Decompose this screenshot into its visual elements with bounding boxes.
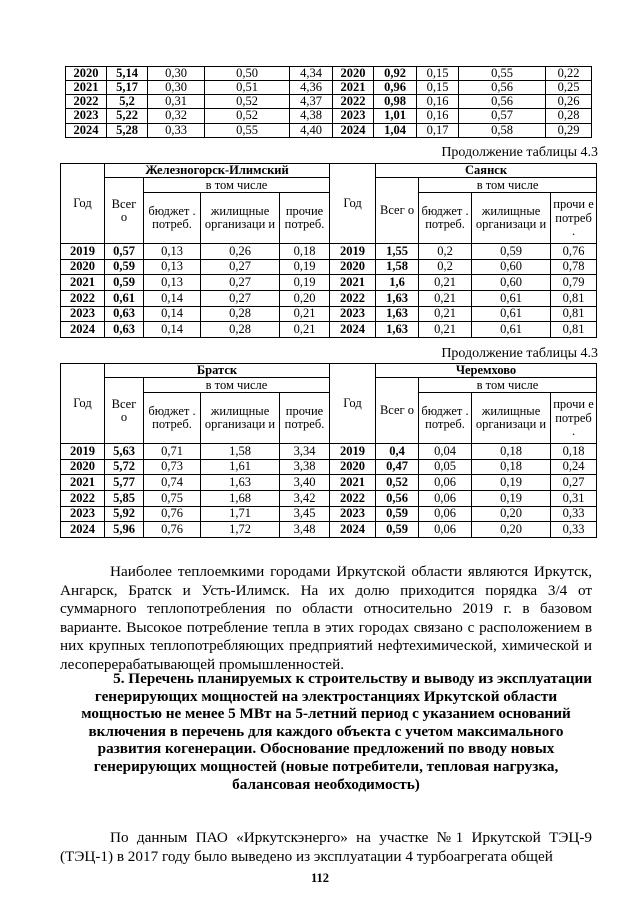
table-cell: 2024 [61, 322, 105, 338]
table-row [61, 475, 597, 491]
table-row [66, 81, 592, 95]
table-cell: 0,60 [472, 259, 551, 275]
table-zheleznogorsk-sayansk [60, 163, 597, 338]
table-cell: 2021 [61, 275, 105, 291]
year-header: Год [330, 364, 376, 444]
table-cell: 2020 [330, 459, 376, 475]
table-cell: 0,32 [148, 109, 205, 123]
table-cell: 1,58 [376, 259, 419, 275]
year-header: Год [61, 364, 105, 444]
table-bratsk-cheremkhovo [60, 363, 597, 538]
table-cell: 0,05 [419, 459, 472, 475]
table-cell: 0,74 [144, 475, 201, 491]
table-cell: 0,06 [419, 475, 472, 491]
table-cell: 1,61 [201, 459, 280, 475]
table-cell: 1,01 [374, 109, 417, 123]
housing-header: жилищные организаци и [201, 193, 280, 244]
table-cell: 1,6 [376, 275, 419, 291]
table-cell: 0,2 [419, 259, 472, 275]
section-heading-rest: генерирующих мощностей на электростанциях Иркутской области мощностью не менее 5 МВт на 5-летний период с указанием оснований включения в перечень для каждого объекта с учетом максимального развития когенерации. Обоснование предложений по вводу новых генерирующих мощностей (новые потребители, тепловая нагрузка, балансовая необходимость) [81, 687, 571, 793]
table-cell: 0,06 [419, 490, 472, 506]
table-cell: 2021 [61, 475, 105, 491]
table-cell: 0,33 [148, 123, 205, 137]
table-cell: 0,28 [201, 322, 280, 338]
table-cell: 0,61 [472, 306, 551, 322]
table-cell: 2021 [330, 475, 376, 491]
table-cell: 1,55 [376, 244, 419, 260]
table-cell: 0,17 [417, 123, 459, 137]
table-cell: 0,4 [376, 444, 419, 460]
table-cell: 2023 [330, 306, 376, 322]
table-cell: 2024 [330, 322, 376, 338]
table-cell: 0,61 [472, 322, 551, 338]
table-cell: 0,52 [376, 475, 419, 491]
table-cell: 0,16 [417, 95, 459, 109]
table-cell: 2023 [61, 306, 105, 322]
housing-header: жилищные организаци и [472, 193, 551, 244]
table-cell: 0,20 [472, 522, 551, 538]
table-cell: 5,22 [107, 109, 148, 123]
table-row [61, 522, 597, 538]
table-cell: 0,75 [144, 490, 201, 506]
table-cell: 0,52 [205, 95, 290, 109]
year-header: Год [61, 164, 105, 244]
table-cell: 5,63 [105, 444, 144, 460]
table-cell: 0,52 [205, 109, 290, 123]
table-cell: 0,59 [472, 244, 551, 260]
table-cell: 0,18 [280, 244, 330, 260]
table-cell: 2024 [330, 522, 376, 538]
table-cell: 0,18 [472, 444, 551, 460]
table-row [66, 67, 592, 81]
table-cell: 2020 [333, 67, 374, 81]
table-cell: 0,51 [205, 81, 290, 95]
table-cell: 0,29 [546, 123, 592, 137]
table-cell: 0,06 [419, 522, 472, 538]
table-cell: 2024 [333, 123, 374, 137]
total-header: Всег о [376, 378, 419, 444]
table-cell: 2024 [66, 123, 107, 137]
table-cell: 0,59 [376, 522, 419, 538]
other-header: прочи е потреб . [551, 193, 597, 244]
total-header: Всег о [376, 178, 419, 244]
table-cell: 0,26 [201, 244, 280, 260]
table-cell: 0,18 [551, 444, 597, 460]
table-row [61, 490, 597, 506]
table-cell: 0,2 [419, 244, 472, 260]
table-cell: 5,85 [105, 490, 144, 506]
table-cell: 0,20 [472, 506, 551, 522]
table-cell: 0,21 [419, 322, 472, 338]
table-row [61, 244, 597, 260]
city-name-left: Братск [105, 364, 330, 378]
table-cell: 5,28 [107, 123, 148, 137]
table-cell: 0,33 [551, 506, 597, 522]
table-cell: 0,50 [205, 67, 290, 81]
including-header: в том числе [144, 378, 330, 393]
table-cell: 0,71 [144, 444, 201, 460]
table-cell: 0,96 [374, 81, 417, 95]
table-cell: 0,81 [551, 290, 597, 306]
table-cell: 2019 [330, 444, 376, 460]
table-cell: 0,30 [148, 81, 205, 95]
table-cell: 0,61 [105, 290, 144, 306]
table-row [61, 306, 597, 322]
table-cell: 0,19 [280, 259, 330, 275]
table-cell: 0,15 [417, 67, 459, 81]
table-cell: 0,31 [551, 490, 597, 506]
table-cell: 0,18 [472, 459, 551, 475]
table-cell: 0,76 [144, 506, 201, 522]
table-cell: 0,16 [417, 109, 459, 123]
table-cell: 2020 [61, 459, 105, 475]
table-cell: 0,56 [376, 490, 419, 506]
table-continuation-caption: Продолжение таблицы 4.3 [441, 346, 598, 361]
table-cell: 0,63 [105, 322, 144, 338]
table-cell: 0,15 [417, 81, 459, 95]
table-cell: 0,55 [459, 67, 546, 81]
table-cell: 1,63 [201, 475, 280, 491]
table-cell: 2022 [330, 290, 376, 306]
table-cell: 0,27 [551, 475, 597, 491]
housing-header: жилищные организаци и [472, 393, 551, 444]
table-row [66, 123, 592, 137]
table-cell: 0,22 [546, 67, 592, 81]
table-cell: 2023 [61, 506, 105, 522]
table-cell: 2022 [66, 95, 107, 109]
table-cell: 0,55 [205, 123, 290, 137]
table-row [61, 290, 597, 306]
table-cell: 0,27 [201, 275, 280, 291]
table-cell: 3,40 [280, 475, 330, 491]
table-cell: 2020 [330, 259, 376, 275]
table-cell: 1,72 [201, 522, 280, 538]
table-cell: 2023 [66, 109, 107, 123]
table-cell: 2021 [333, 81, 374, 95]
table-cell: 4,40 [290, 123, 333, 137]
total-header: Всег о [105, 378, 144, 444]
table-cell: 1,71 [201, 506, 280, 522]
table-cell: 0,21 [419, 275, 472, 291]
budget-header: бюджет . потреб. [144, 393, 201, 444]
table-cell: 0,13 [144, 275, 201, 291]
total-header: Всег о [105, 178, 144, 244]
table-cell: 0,60 [472, 275, 551, 291]
table-cell: 1,63 [376, 322, 419, 338]
city-name-right: Черемхово [376, 364, 597, 378]
table-continuation-caption: Продолжение таблицы 4.3 [441, 145, 598, 160]
table-cell: 0,13 [144, 259, 201, 275]
table-row [61, 322, 597, 338]
table-cell: 0,56 [459, 95, 546, 109]
including-header: в том числе [419, 178, 597, 193]
section-heading [60, 670, 592, 793]
table-cell: 0,28 [201, 306, 280, 322]
table-cell: 1,58 [201, 444, 280, 460]
table-cell: 2021 [66, 81, 107, 95]
budget-header: бюджет . потреб. [419, 193, 472, 244]
other-header: прочи е потреб . [551, 393, 597, 444]
table-cell: 3,45 [280, 506, 330, 522]
table-cell: 0,59 [105, 259, 144, 275]
table-row [61, 506, 597, 522]
table-row [61, 444, 597, 460]
table-cell: 0,19 [472, 490, 551, 506]
table-cell: 2019 [61, 444, 105, 460]
table-cell: 5,96 [105, 522, 144, 538]
city-name-right: Саянск [376, 164, 597, 178]
table-row [66, 95, 592, 109]
table-cell: 0,47 [376, 459, 419, 475]
table-cell: 0,21 [419, 306, 472, 322]
table-cell: 0,14 [144, 322, 201, 338]
city-name-left: Железногорск-Илимский [105, 164, 330, 178]
table-cell: 1,63 [376, 306, 419, 322]
table-cell: 0,13 [144, 244, 201, 260]
table-cell: 0,27 [201, 290, 280, 306]
table-cell: 0,98 [374, 95, 417, 109]
table-cell: 0,81 [551, 322, 597, 338]
table-cell: 5,92 [105, 506, 144, 522]
table-cell: 0,25 [546, 81, 592, 95]
table-cell: 2023 [330, 506, 376, 522]
other-header: прочие потреб. [280, 393, 330, 444]
table-cell: 0,21 [419, 290, 472, 306]
table-cell: 0,59 [376, 506, 419, 522]
table-cell: 5,77 [105, 475, 144, 491]
table-cell: 5,72 [105, 459, 144, 475]
table-cell: 0,92 [374, 67, 417, 81]
table-row [61, 275, 597, 291]
table-cell: 0,30 [148, 67, 205, 81]
table-cell: 1,04 [374, 123, 417, 137]
table-cell: 2021 [330, 275, 376, 291]
table-cell: 0,79 [551, 275, 597, 291]
budget-header: бюджет . потреб. [419, 393, 472, 444]
table-cell: 0,19 [280, 275, 330, 291]
housing-header: жилищные организаци и [201, 393, 280, 444]
table-cell: 1,68 [201, 490, 280, 506]
table-row [61, 259, 597, 275]
table-cell: 2022 [333, 95, 374, 109]
table-cell: 4,37 [290, 95, 333, 109]
table-cell: 3,42 [280, 490, 330, 506]
page-number: 112 [310, 871, 330, 885]
table-cell: 3,48 [280, 522, 330, 538]
table-cell: 1,63 [376, 290, 419, 306]
table-cell: 0,21 [280, 306, 330, 322]
table-cell: 0,24 [551, 459, 597, 475]
table-cell: 0,04 [419, 444, 472, 460]
table-cell: 2022 [61, 290, 105, 306]
table-cell: 0,61 [472, 290, 551, 306]
table-cell: 0,59 [105, 275, 144, 291]
table-cell: 2023 [333, 109, 374, 123]
table-cell: 2022 [61, 490, 105, 506]
table-cell: 2022 [330, 490, 376, 506]
table-cell: 5,14 [107, 67, 148, 81]
table-cell: 0,78 [551, 259, 597, 275]
table-cell: 0,27 [201, 259, 280, 275]
table-cell: 0,33 [551, 522, 597, 538]
table-row [61, 459, 597, 475]
table-cell: 4,38 [290, 109, 333, 123]
table-cell: 0,56 [459, 81, 546, 95]
year-header: Год [330, 164, 376, 244]
table-cell: 0,26 [546, 95, 592, 109]
table-cell: 0,31 [148, 95, 205, 109]
table-cell: 0,63 [105, 306, 144, 322]
table-cell: 2019 [61, 244, 105, 260]
table-cell: 3,34 [280, 444, 330, 460]
table-cell: 0,28 [546, 109, 592, 123]
table-cell: 0,20 [280, 290, 330, 306]
including-header: в том числе [419, 378, 597, 393]
table-row [66, 109, 592, 123]
table-cell: 5,17 [107, 81, 148, 95]
table-cell: 0,73 [144, 459, 201, 475]
table-cell: 5,2 [107, 95, 148, 109]
table-cell: 2019 [330, 244, 376, 260]
section-heading-line1: 5. Перечень планируемых к строительству и выводу из эксплуатации [113, 670, 592, 687]
table-cell: 0,06 [419, 506, 472, 522]
table-cell: 4,36 [290, 81, 333, 95]
table-cell: 0,58 [459, 123, 546, 137]
table-cell: 0,19 [472, 475, 551, 491]
budget-header: бюджет . потреб. [144, 193, 201, 244]
table-cell: 2020 [61, 259, 105, 275]
table-cell: 0,14 [144, 290, 201, 306]
table-cell: 0,14 [144, 306, 201, 322]
table-cell: 0,57 [459, 109, 546, 123]
table-cell: 2024 [61, 522, 105, 538]
table-cell: 3,38 [280, 459, 330, 475]
body-paragraph: По данным ПАО «Иркутскэнерго» на участке №1 Иркутской ТЭЦ-9 (ТЭЦ-1) в 2017 году было выведено из эксплуатации 4 турбоагрегата общей [60, 829, 592, 865]
top-table [65, 66, 592, 138]
table-cell: 0,76 [551, 244, 597, 260]
table-cell: 4,34 [290, 67, 333, 81]
including-header: в том числе [144, 178, 330, 193]
table-cell: 2020 [66, 67, 107, 81]
table-cell: 0,81 [551, 306, 597, 322]
table-cell: 0,57 [105, 244, 144, 260]
table-cell: 0,21 [280, 322, 330, 338]
table-cell: 0,76 [144, 522, 201, 538]
body-paragraph: Наиболее теплоемкими городами Иркутской области являются Иркутск, Ангарск, Братск и Усть-Илимск. На их долю приходится порядка 3/4 от суммарного теплопотребления по области относительно 2019 г. в базовом варианте. Высокое потребление тепла в этих городах связано с расположением в них крупных теплопотребляющих предприятий нефтехимической, химической и лесоперерабатывающей промышленностей. [60, 563, 592, 673]
other-header: прочие потреб. [280, 193, 330, 244]
